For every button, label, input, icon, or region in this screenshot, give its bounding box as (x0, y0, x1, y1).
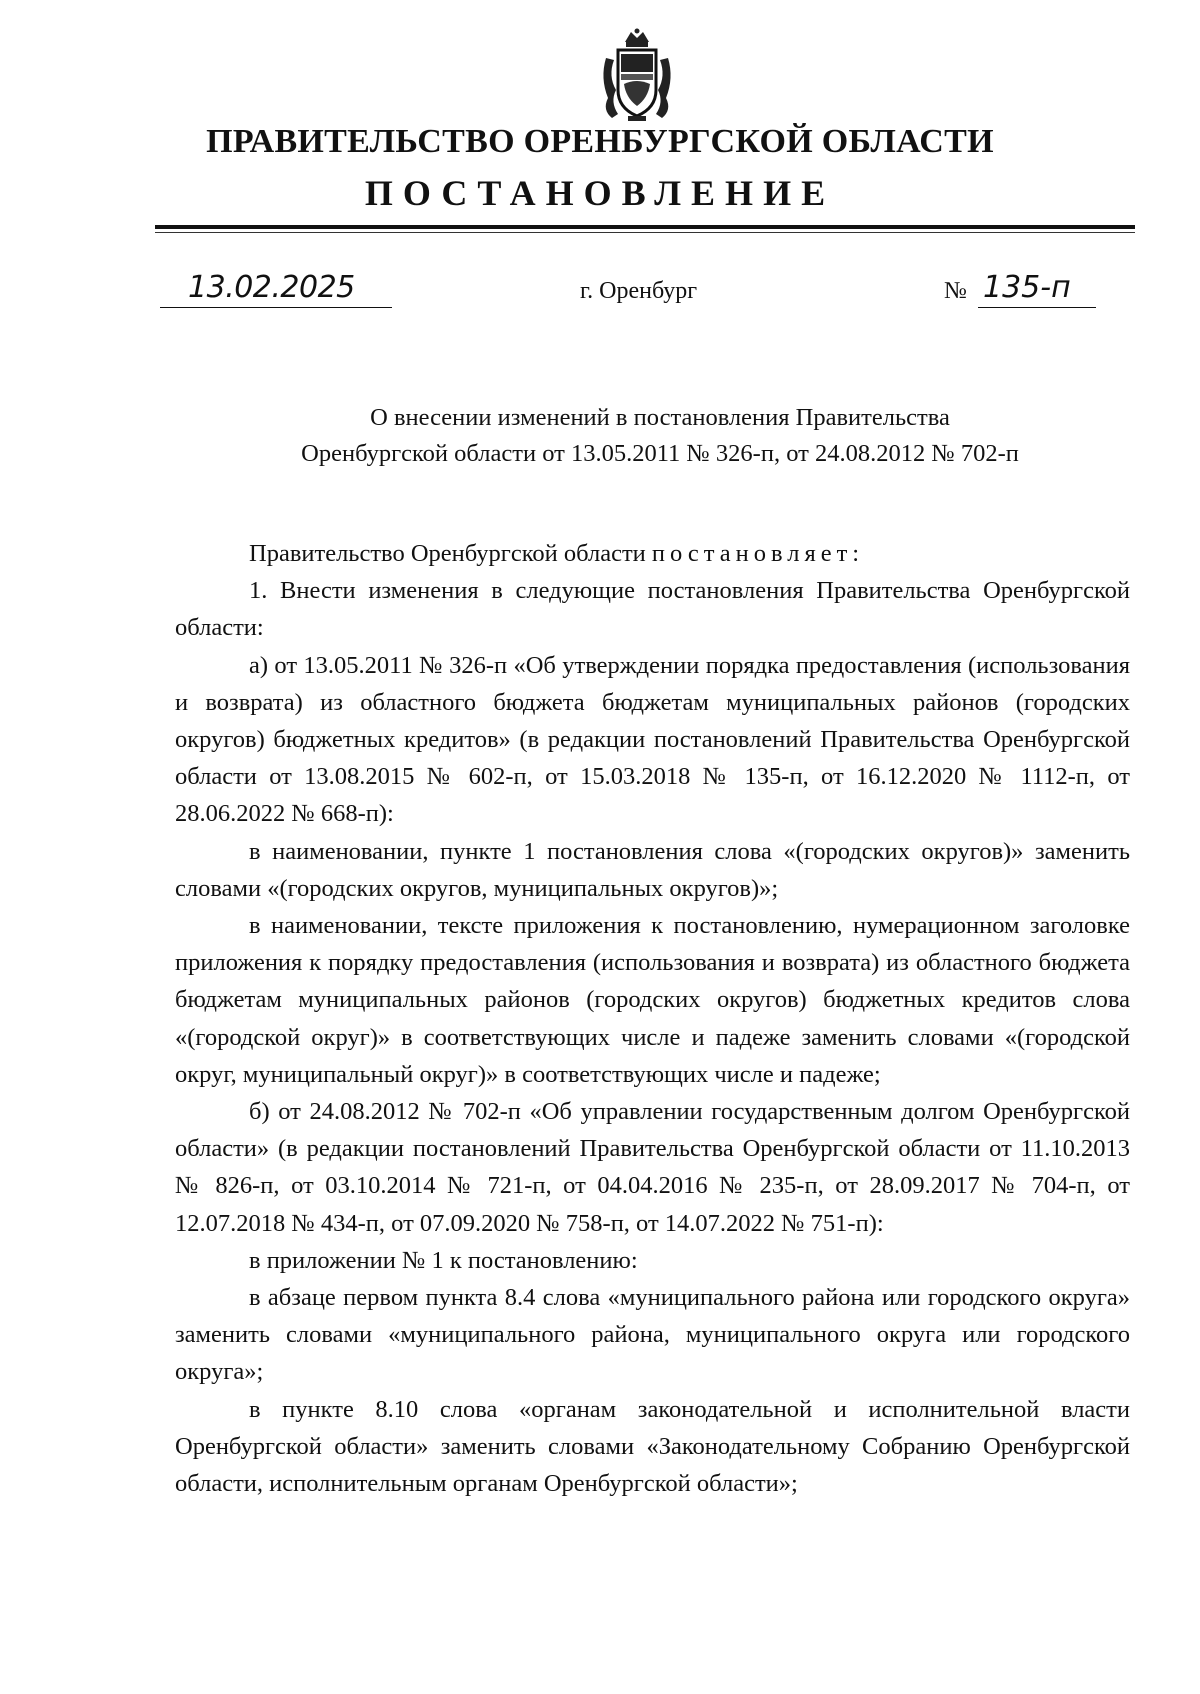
body-paragraph-4: в наименовании, тексте приложения к постановлению, нумерационном заголовке приложения к порядку предоставления (использования и возврата) из областного бюджета бюджетам муниципальных районов (городских округов) бюджетных кредитов слова «(городской округ)» в соответствующих числе и падеже заменить словами «(городской округ, муниципальный округ)» в соответствующих числе и падеже; (175, 912, 1130, 1088)
subject-line-1: О внесении изменений в постановления Правительства (370, 404, 950, 431)
body-paragraph-5: б) от 24.08.2012 № 702-п «Об управлении государственным долгом Оренбургской области» (в редакции постановлений Правительства Оренбургской области от 11.10.2013 № 826-п, от 03.10.2014 № 721-п, от 04.04.2016 № 235-п, от 28.09.2017 № 704-п, от 12.07.2018 № 434-п, от 07.09.2020 № 758-п, от 14.07.2022 № 751-п): (175, 1098, 1130, 1237)
body-paragraph-7: в абзаце первом пункта 8.4 слова «муниципального района или городского округа» заменить словами «муниципального района, муниципального округа или городского округа»; (175, 1284, 1130, 1386)
document-body (175, 535, 1130, 1502)
intro-text: Правительство Оренбургской области (249, 540, 652, 567)
body-paragraph-2: а) от 13.05.2011 № 326-п «Об утверждении порядка предоставления (использования и возврата) из областного бюджета бюджетам муниципальных районов (городских округов) бюджетных кредитов» (в редакции постановлений Правительства Оренбургской области от 13.08.2015 № 602-п, от 15.03.2018 № 135-п, от 16.12.2020 № 1112-п, от 28.06.2022 № 668-п): (175, 651, 1130, 828)
body-paragraph-6: в приложении № 1 к постановлению: (249, 1246, 638, 1274)
document-type: ПОСТАНОВЛЕНИЕ (364, 173, 836, 213)
body-paragraph-1: 1. Внести изменения в следующие постановления Правительства Оренбургской области: (175, 577, 1130, 642)
government-title: ПРАВИТЕЛЬСТВО ОРЕНБУРГСКОЙ ОБЛАСТИ (206, 123, 994, 160)
header-rule-thin (155, 232, 1135, 233)
document-date: 13.02.2025 (188, 270, 355, 305)
subject-line-2: Оренбургской области от 13.05.2011 № 326-п, от 24.08.2012 № 702-п (301, 440, 1019, 467)
document-city: г. Оренбург (580, 278, 698, 304)
number-underline (978, 307, 1096, 308)
header-rule-thick (155, 225, 1135, 229)
number-sign: № (944, 278, 967, 304)
intro-paragraph (175, 535, 1130, 572)
document-number: 135-п (983, 270, 1071, 305)
date-underline (160, 307, 392, 308)
document-subject (180, 400, 1140, 472)
coat-of-arms-icon (598, 28, 676, 124)
intro-decree-word: постановляет: (651, 540, 865, 567)
body-paragraph-8: в пункте 8.10 слова «органам законодательной и исполнительной власти Оренбургской области» заменить словами «Законодательному Собранию Оренбургской области, исполнительным органам Оренбургской области»; (175, 1395, 1130, 1498)
body-paragraph-3: в наименовании, пункте 1 постановления слова «(городских округов)» заменить словами «(городских округов, муниципальных округов)»; (175, 837, 1130, 902)
